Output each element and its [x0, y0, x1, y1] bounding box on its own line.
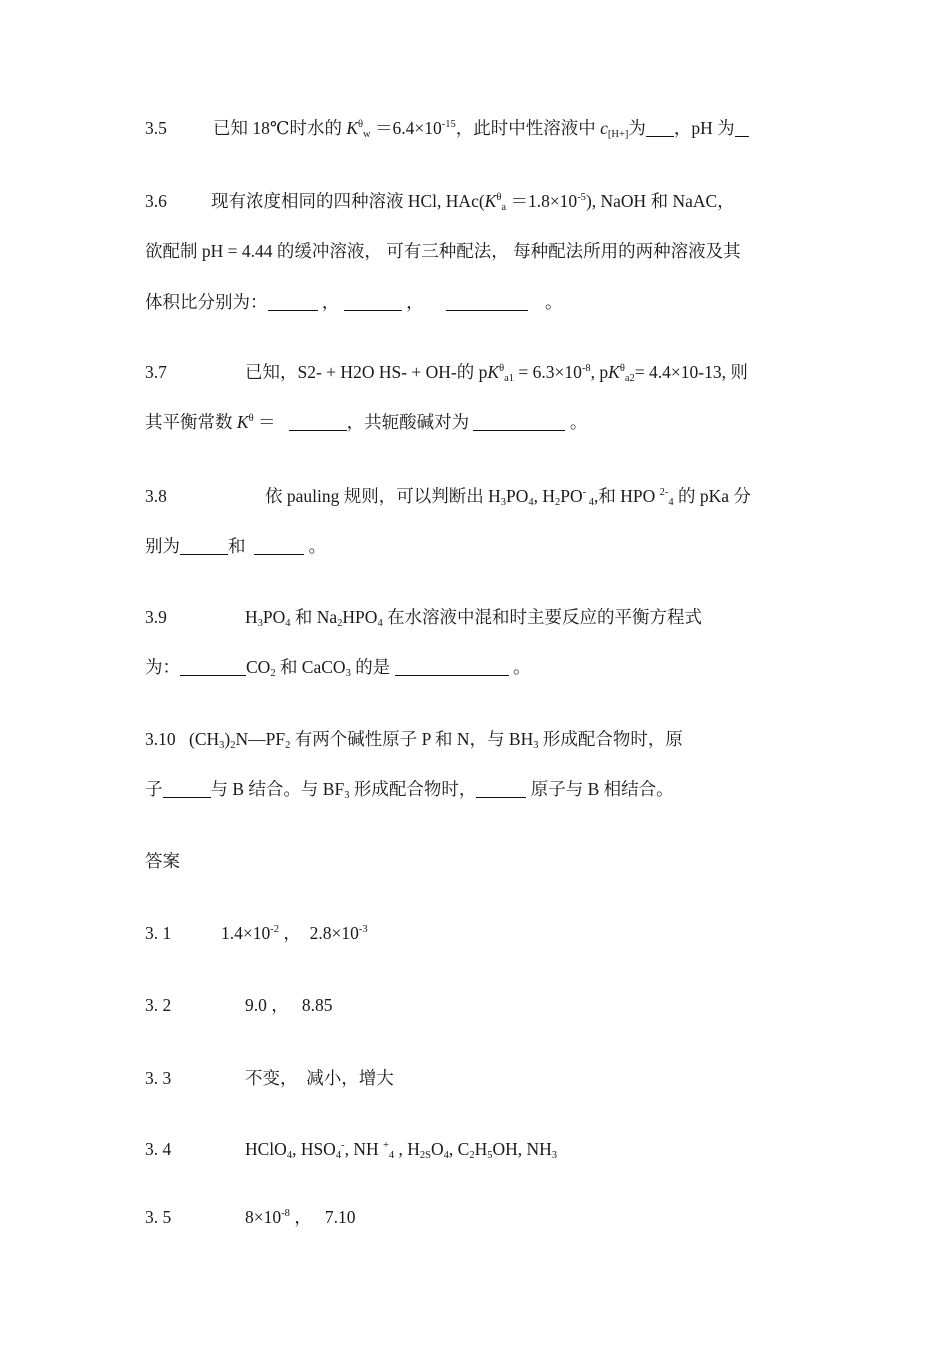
answer-value: ， 7.10 — [289, 1207, 356, 1227]
question-3-10: 3.10 $(CH_3)_2N—PF_2$ 有两个碱性原子 P 和 N，与 $BH_3$ 形成配合物时，原 — [145, 729, 683, 751]
pka1-value: = 6.3×10 — [518, 362, 582, 382]
question-3-7-line2: 其平衡常数 $K^\theta$ ＝ ，共轭酸碱对为 。 — [145, 412, 588, 432]
formula-part: 和 Na — [290, 607, 338, 627]
question-text: ，此时中性溶液中 — [455, 118, 601, 138]
formula-part: 和 CaCO — [275, 657, 346, 677]
answer-blank[interactable] — [254, 536, 304, 555]
answer-blank[interactable] — [735, 118, 749, 137]
answer-exponent: -2 — [270, 924, 279, 935]
question-3-6: 3.6 现有浓度相同的四种溶液 HCl, $HAc(K^\theta_a =1.8\times 10^{-5})$, NaOH 和 NaAC， — [145, 191, 735, 213]
question-text: 已知 18℃时水的 — [213, 118, 347, 138]
answer-blank[interactable] — [289, 412, 347, 431]
question-text: 为： — [145, 657, 180, 677]
answer-value: 9.0 ， 8.85 — [245, 995, 333, 1015]
formula-part: H — [474, 1139, 488, 1159]
formula-part: O — [431, 1139, 444, 1159]
question-3-9: 3.9 $H_3PO_4$ 和 $Na_2HPO_4$ 在水溶液中混和时主要反应的平衡方程式 — [145, 607, 703, 629]
answer-number: 3. 1 — [145, 923, 172, 943]
formula-part: N—PF — [235, 729, 286, 749]
question-text: 其平衡常数 — [145, 412, 237, 432]
question-3-9-line2: 为： $CO_2$ 和 CaCO$_3$ 的是 。 — [145, 657, 531, 679]
answer-exponent: -3 — [358, 924, 368, 935]
answer-blank[interactable] — [473, 412, 565, 431]
answer-blank[interactable] — [344, 292, 402, 311]
separator: ， — [406, 292, 424, 312]
question-text: 体积比分别为： — [145, 292, 268, 312]
question-text: 已知，S2- + H2O HS- + OH-的 p — [245, 362, 488, 382]
question-number: 3.5 — [145, 118, 167, 138]
formula-part: , H — [398, 1139, 420, 1159]
answer-number: 3. 5 — [145, 1207, 172, 1227]
ka-exponent: -5 — [577, 192, 586, 203]
question-3-6-line3 — [145, 290, 563, 314]
question-number: 3.6 — [145, 191, 167, 211]
answer-3-2 — [145, 993, 333, 1017]
answer-3-4: 3. 4 HClO$_4$, $HSO_4^-$, NH +$_4$ , $H_{2S}O_4$, $C_2H_5OH$, $NH_3$ — [145, 1139, 558, 1161]
question-text: ，pH 为 — [673, 118, 735, 138]
period: 。 — [569, 412, 588, 432]
formula-part: HPO — [342, 607, 378, 627]
question-text: 有两个碱性原子 P 和 N，与 BH — [290, 729, 534, 749]
answer-blank[interactable] — [180, 657, 246, 676]
question-3-7: 3.7 已知，S2- + H2O HS- + OH-的 $pK^\theta_{a1} = 6.3\times 10^{-8}$, $pK^\theta_{a2}= 4.4\times 10-13$, 则 — [145, 362, 748, 384]
formula-part: , H — [533, 486, 556, 506]
answer-blank[interactable] — [646, 118, 674, 137]
separator: ， — [321, 292, 340, 312]
question-text: 原子与 B 相结合。 — [530, 779, 674, 799]
answer-value: 2.8×10 — [309, 923, 359, 943]
question-text: ，共轭酸碱对为 — [346, 412, 470, 432]
answer-blank[interactable] — [395, 657, 509, 676]
formula-part: , C — [448, 1139, 470, 1159]
question-text: 的 pKa 分 — [673, 486, 751, 506]
pka1-exponent: -8 — [581, 363, 591, 374]
question-text: 别为 — [145, 536, 180, 556]
question-text: ), NaOH 和 NaAC， — [585, 191, 735, 211]
concentration-subscript: [H+] — [607, 129, 629, 140]
question-3-8: 3.8 依 pauling 规则，可以判断出 $H_3PO_4$, $H_2PO^-$ $_4$,和 HPO $^{2-}_4$ 的 pKa 分 — [145, 486, 751, 508]
question-number: 3.10 — [145, 729, 176, 749]
question-text: 现有浓度相同的四种溶液 HCl, HAc( — [211, 191, 485, 211]
question-number: 3.8 — [145, 486, 167, 506]
question-3-5: 3.5 已知 18℃时水的 $K^\theta_w =6.4\times 10^{-15}$，此时中性溶液中 $c_{[H+]}$为 ，pH 为 — [145, 116, 749, 140]
answer-number: 3. 2 — [145, 995, 172, 1015]
answer-number: 3. 4 — [145, 1139, 172, 1159]
formula-part: OH, NH — [492, 1139, 552, 1159]
formula-part: ,和 HPO — [594, 486, 660, 506]
question-text: 为 — [628, 118, 646, 138]
period: 。 — [545, 292, 563, 312]
question-text: 依 pauling 规则，可以判断出 H — [265, 486, 501, 506]
question-3-6-line2: 欲配制 pH = 4.44 的缓冲溶液， 可有三种配法， 每种配法所用的两种溶液及其 — [145, 241, 741, 261]
formula-part: CO — [246, 657, 271, 677]
answer-blank[interactable] — [446, 292, 528, 311]
question-3-8-line2 — [145, 534, 326, 558]
question-text: 形成配合物时，原 — [538, 729, 683, 749]
question-number: 3.9 — [145, 607, 167, 627]
answer-value: 8×10 — [245, 1207, 282, 1227]
formula-part: PO — [262, 607, 286, 627]
pka2-value: = 4.4×10-13, 则 — [634, 362, 748, 382]
answer-blank[interactable] — [163, 779, 211, 798]
formula-part: , NH — [344, 1139, 383, 1159]
answer-value: 1.4×10 — [221, 923, 271, 943]
kw-value: 6.4×10 — [392, 118, 442, 138]
equals-sign: ＝ — [253, 412, 276, 432]
formula-part: , HSO — [292, 1139, 336, 1159]
period: 。 — [308, 536, 327, 556]
answer-blank[interactable] — [180, 536, 228, 555]
answer-number: 3. 3 — [145, 1068, 172, 1088]
answer-blank[interactable] — [476, 779, 526, 798]
answer-3-5 — [145, 1205, 356, 1229]
question-text: 与 B 结合。与 BF — [210, 779, 345, 799]
question-number: 3.7 — [145, 362, 167, 382]
formula-part: HClO — [245, 1139, 287, 1159]
question-text: 子 — [145, 779, 163, 799]
answer-3-3 — [145, 1066, 394, 1090]
formula-part: PO — [560, 486, 583, 506]
answer-value: 不变， 减小，增大 — [245, 1068, 394, 1088]
question-text: 在水溶液中混和时主要反应的平衡方程式 — [382, 607, 703, 627]
formula-part: H — [245, 607, 258, 627]
question-text: 和 — [228, 536, 246, 556]
answer-blank[interactable] — [268, 292, 318, 311]
answer-3-1 — [145, 921, 368, 945]
answer-exponent: -8 — [281, 1208, 290, 1219]
separator: ， — [279, 923, 310, 943]
question-text: , p — [590, 362, 609, 382]
formula-part: ) — [224, 729, 231, 749]
period: 。 — [512, 657, 531, 677]
formula-part: PO — [506, 486, 529, 506]
question-3-10-line2: 子 与 B 结合。与 $BF_3$ 形成配合物时， 原子与 B 相结合。 — [145, 779, 674, 801]
answers-heading: 答案 — [145, 851, 180, 871]
kw-exponent: -15 — [441, 119, 456, 130]
ka-value: 1.8×10 — [527, 191, 578, 211]
question-text: 形成配合物时， — [349, 779, 477, 799]
formula-part: (CH — [189, 729, 220, 749]
question-text: 的是 — [350, 657, 391, 677]
